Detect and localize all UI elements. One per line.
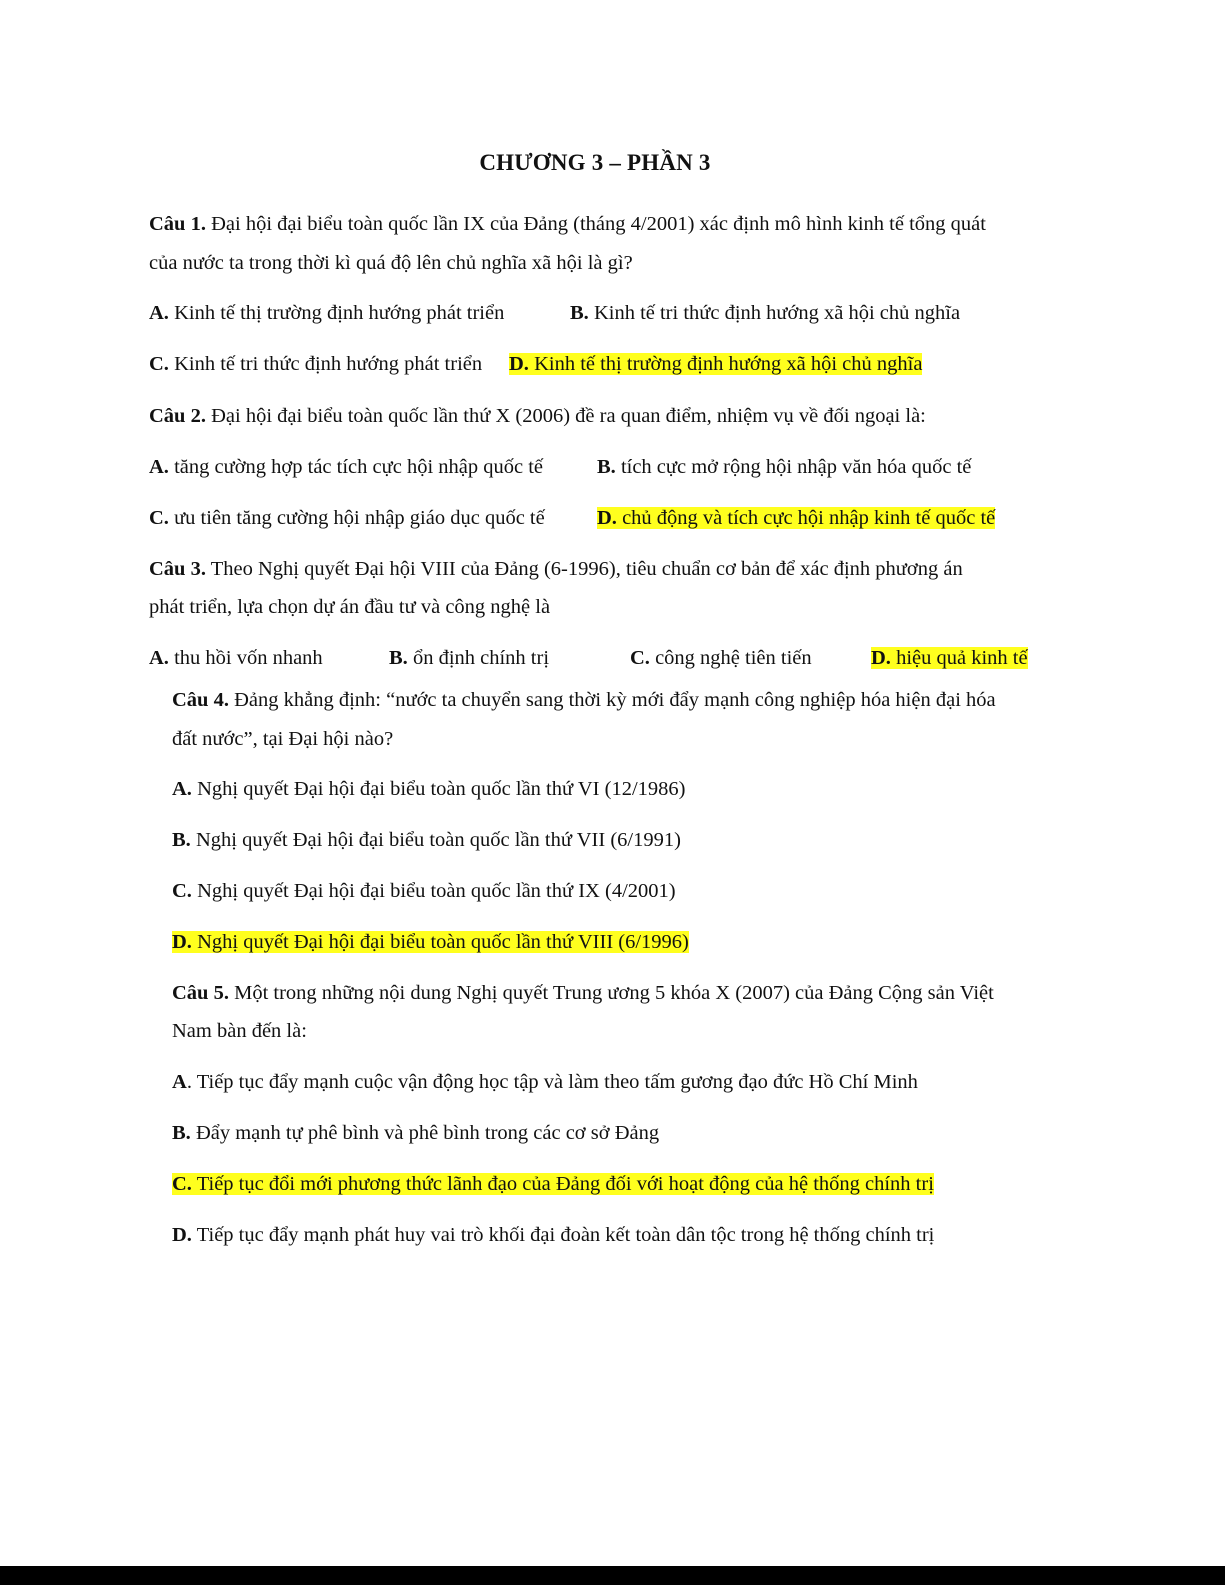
option-letter: C. [172,880,192,902]
question-1-option-d [509,351,922,377]
option-letter: A. [149,302,169,324]
option-letter: D. [509,353,529,375]
page-title: CHƯƠNG 3 – PHẦN 3 [479,150,711,175]
question-5-option-c [172,1171,934,1197]
option-text: Nghị quyết Đại hội đại biểu toàn quốc lần thứ VIII (6/1996) [197,931,689,953]
question-5-text: Một trong những nội dung Nghị quyết Trung ương 5 khóa X (2007) của Đảng Cộng sản Việt [234,982,994,1004]
question-4-text: Đảng khẳng định: “nước ta chuyển sang thời kỳ mới đẩy mạnh công nghiệp hóa hiện đại hóa [234,689,996,711]
option-letter: C. [149,507,169,529]
question-2-option-c [149,505,545,531]
option-letter: D. [172,1224,192,1246]
question-5-line-2: Nam bàn đến là: [172,1020,307,1042]
question-4-option-c [172,878,676,904]
option-letter: D. [871,647,891,669]
question-4-option-d [172,929,689,955]
question-1-label: Câu 1. [149,213,206,235]
question-1-option-b [570,300,960,326]
question-4-option-b [172,827,681,853]
option-text: Đẩy mạnh tự phê bình và phê bình trong các cơ sở Đảng [195,1122,660,1144]
question-4-line-2: đất nước”, tại Đại hội nào? [172,728,394,750]
option-letter: C. [172,1173,192,1195]
question-3-option-c [630,645,812,671]
question-5-option-a [172,1069,918,1095]
option-letter: D. [597,507,617,529]
question-1-option-c [149,351,482,377]
option-letter: A. [149,456,169,478]
question-1-text: Đại hội đại biểu toàn quốc lần IX của Đảng (tháng 4/2001) xác định mô hình kinh tế tổng quát [211,213,986,235]
highlighted-answer [509,353,922,375]
option-letter: C. [149,353,169,375]
option-text: Tiếp tục đổi mới phương thức lãnh đạo của Đảng đối với hoạt động của hệ thống chính trị [196,1173,934,1195]
option-text: Nghị quyết Đại hội đại biểu toàn quốc lần thứ VII (6/1991) [195,829,681,851]
question-1-line-1 [149,211,986,237]
highlighted-answer [871,647,1028,669]
question-1-option-a [149,300,504,326]
option-text: hiệu quả kinh tế [896,647,1028,669]
question-3-label: Câu 3. [149,558,206,580]
question-3-option-b [389,645,549,671]
option-text: . Tiếp tục đẩy mạnh cuộc vận động học tập và làm theo tấm gương đạo đức Hồ Chí Minh [186,1071,918,1093]
question-5-option-b [172,1120,659,1146]
option-text: ưu tiên tăng cường hội nhập giáo dục quốc tế [174,507,545,529]
question-1-line-2: của nước ta trong thời kì quá độ lên chủ nghĩa xã hội là gì? [149,252,633,274]
option-letter: C. [630,647,650,669]
option-letter: D. [172,931,192,953]
option-text: tăng cường hợp tác tích cực hội nhập quốc tế [174,456,544,478]
option-letter: B. [389,647,408,669]
question-2-option-d [597,505,995,531]
option-text: Tiếp tục đẩy mạnh phát huy vai trò khối đại đoàn kết toàn dân tộc trong hệ thống chính trị [196,1224,935,1246]
option-letter: B. [172,829,191,851]
question-3-option-d [871,645,1028,671]
highlighted-answer [597,507,995,529]
option-text: thu hồi vốn nhanh [174,647,323,669]
option-text: tích cực mở rộng hội nhập văn hóa quốc tế [620,456,972,478]
question-3-line-2: phát triển, lựa chọn dự án đầu tư và công nghệ là [149,596,551,618]
option-letter: A [172,1071,187,1093]
option-text: Nghị quyết Đại hội đại biểu toàn quốc lần thứ VI (12/1986) [197,778,686,800]
option-letter: A. [172,778,192,800]
option-text: ổn định chính trị [412,647,550,669]
question-2-label: Câu 2. [149,405,206,427]
option-letter: B. [597,456,616,478]
question-2-line-1 [149,403,926,429]
page-bottom-border [0,1566,1225,1585]
question-2-text: Đại hội đại biểu toàn quốc lần thứ X (2006) đề ra quan điểm, nhiệm vụ về đối ngoại là: [211,405,926,427]
question-3-line-1 [149,556,963,582]
question-5-option-d [172,1222,934,1248]
highlighted-answer [172,1173,934,1195]
option-letter: A. [149,647,169,669]
question-2-option-a [149,454,543,480]
question-3-option-a [149,645,323,671]
option-text: Kinh tế thị trường định hướng phát triển [174,302,505,324]
question-4-line-1 [172,687,996,713]
option-text: Nghị quyết Đại hội đại biểu toàn quốc lần thứ IX (4/2001) [197,880,676,902]
highlighted-answer [172,931,689,953]
question-5-label: Câu 5. [172,982,229,1004]
question-3-text: Theo Nghị quyết Đại hội VIII của Đảng (6-1996), tiêu chuẩn cơ bản để xác định phương án [210,558,963,580]
option-text: Kinh tế tri thức định hướng xã hội chủ nghĩa [593,302,961,324]
option-letter: B. [172,1122,191,1144]
option-text: công nghệ tiên tiến [655,647,812,669]
option-letter: B. [570,302,589,324]
question-4-option-a [172,776,685,802]
option-text: Kinh tế tri thức định hướng phát triển [174,353,483,375]
question-2-option-b [597,454,971,480]
option-text: chủ động và tích cực hội nhập kinh tế quốc tế [622,507,996,529]
question-4-label: Câu 4. [172,689,229,711]
question-5-line-1 [172,980,994,1006]
option-text: Kinh tế thị trường định hướng xã hội chủ nghĩa [534,353,923,375]
